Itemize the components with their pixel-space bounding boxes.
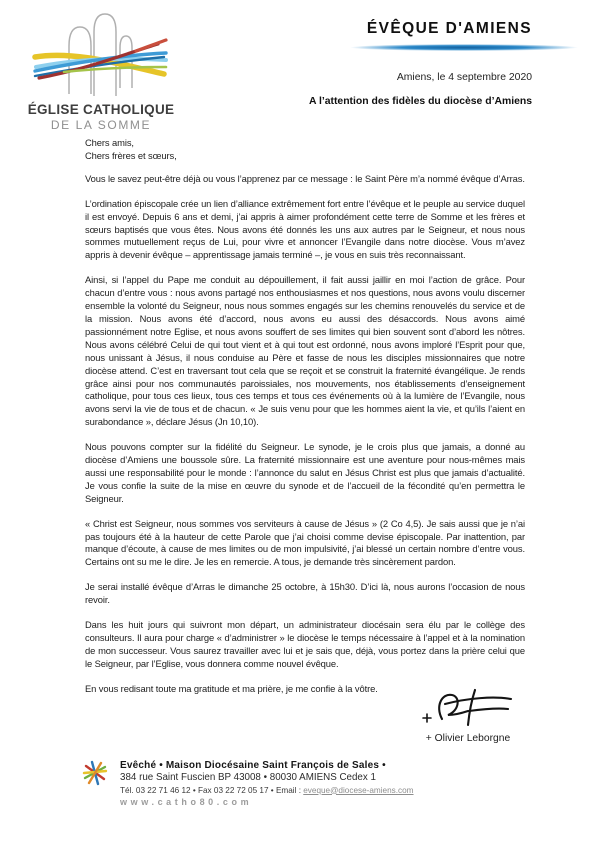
signature-name: + Olivier Leborgne — [425, 733, 511, 744]
email-link[interactable]: eveque@diocese-amiens.com — [303, 785, 414, 795]
blue-swoosh-underline-icon — [350, 44, 578, 51]
footer-contact-prefix: Tél. 03 22 71 46 12 • Fax 03 22 72 05 17 • Email : — [120, 785, 304, 795]
handwritten-signature-icon — [412, 684, 524, 730]
signature-block — [412, 684, 524, 744]
salutation-line: Chers frères et sœurs, — [85, 149, 177, 161]
letterhead — [292, 20, 532, 107]
letter-paragraph: Ainsi, si l’appel du Pape me conduit au dépouillement, il fait aussi jaillir en moi l’action de grâce. Pour chacun d’entre vous : nous avons partagé nos enthousiasmes et nos questions, nous avons voulu discerner ensemble la volonté du Seigneur, nous nous sommes engagés sur les chemins renouvelés du service et de la mission. Nous avons été d’accord, nous avons eu aussi des désaccords. Nous avons aimé passionnément notre Eglise, et nous avons souffert de ses limites qui bien souvent sont d’abord les nôtres. Nous avons célébré Celui de qui tout vient et à qui tout est ordonné, nous avons imploré l’Esprit pour que, nous unissant à Jésus, il nous conduise au Père et fasse de nous les disciples missionnaires que notre diocèse attend. C’est en traversant tout cela que se reçoit et se construit la fraternité évangélique. Je rends grâce ainsi pour nos communautés paroissiales, nos mouvements, nos établissements d’enseignement catholique, pour tous ces lieux, tous ces temps et tous ces événements où à la lumière de l’Evangile, nous avons servi la vie de tous et de chacun. « Je suis venu pour que les hommes aient la vie, et qu’ils l’aient en surabondance », déclare Jésus (Jn 10,10). — [85, 274, 525, 428]
letter-paragraph: En vous redisant toute ma gratitude et ma prière, je me confie à la vôtre. — [85, 682, 378, 694]
letterhead-title: ÉVÊQUE D'AMIENS — [366, 20, 532, 37]
cathedral-spires-icon — [26, 10, 176, 100]
salutation — [85, 137, 525, 163]
letter-paragraph: Dans les huit jours qui suivront mon départ, un administrateur diocésain sera élu par le collège des consulteurs. Il aura pour charge « d’administrer » le diocèse le temps nécessaire à l’appel et à la nomination de mon successeur. Vous saurez travailler avec lui et je sais que, déjà, vous portez dans la prière celui que le Seigneur, par l’Eglise, vous donnera comme nouvel évêque. — [85, 619, 525, 669]
footer — [120, 760, 540, 807]
letter-paragraph: Vous le savez peut-être déjà ou vous l’apprenez par ce message : le Saint Père m’a nommé évêque d’Arras. — [85, 172, 525, 184]
attention-line: A l’attention des fidèles du diocèse d’Amiens — [308, 96, 532, 107]
letter-paragraph: Je serai installé évêque d’Arras le dimanche 25 octobre, à 15h30. D’ici là, nous aurons l’occasion de nous revoir. — [85, 581, 525, 606]
diocese-logo — [26, 10, 176, 132]
letter-paragraph: L’ordination épiscopale crée un lien d’alliance extrêmement fort entre l’évêque et le peuple au service duquel il est envoyé. Depuis 6 ans et demi, j’ai appris à aimer profondément cette terre de Somme et les frères et sœurs baptisés que vous êtes. Nous avons été donnés les uns aux autres par le Seigneur, et nous nous sommes mutuellement reçus de Lui, pour vivre et annoncer l’Evangile dans notre diocèse. Vous m’avez appris à devenir évêque – apprentissage jamais terminé –, je vous en suis très reconnaissant. — [85, 197, 525, 261]
footer-address-line: 384 rue Saint Fuscien BP 43008 • 80030 AMIENS Cedex 1 — [120, 772, 376, 783]
footer-contact-line — [120, 786, 540, 795]
letter-body — [85, 137, 525, 708]
date-line: Amiens, le 4 septembre 2020 — [396, 72, 532, 83]
letter-paragraph: Nous pouvons compter sur la fidélité du Seigneur. Le synode, je le crois plus que jamais, a donné au diocèse d’Amiens une boussole sûre. La fraternité missionnaire est une aventure pour nous-mêmes mais aussi une responsabilité pour le monde : l’annonce du salut en Jésus Christ est plus que jamais d’actualité. Je vous confie la suite de la mise en œuvre du synode et de l’accueil de la fécondité qu’en permettra le Seigneur. — [85, 441, 525, 504]
footer-website: www.catho80.com — [120, 797, 253, 807]
letter-paragraph: « Christ est Seigneur, nous sommes vos serviteurs à cause de Jésus » (2 Co 4,5). Je sais aussi que je n’ai pas toujours été à la hauteur de cette Parole que j’ai choisi comme devise épiscopale. Par inattention, par manque d’écoute, à cause de mes limites ou de mon impulsivité, j’ai blessé un certain nombre d’entre vous. Certains ont su me le dire. Je les en remercie. A tous, je demande très sincèrement pardon. — [85, 517, 525, 568]
salutation-line: Chers amis, — [85, 137, 134, 148]
logo-org-region: DE LA SOMME — [50, 118, 152, 132]
logo-org-name: ÉGLISE CATHOLIQUE — [27, 102, 175, 117]
footer-org-line: Evêché • Maison Diocésaine Saint François de Sales • — [120, 760, 386, 771]
footer-star-icon — [82, 759, 108, 792]
